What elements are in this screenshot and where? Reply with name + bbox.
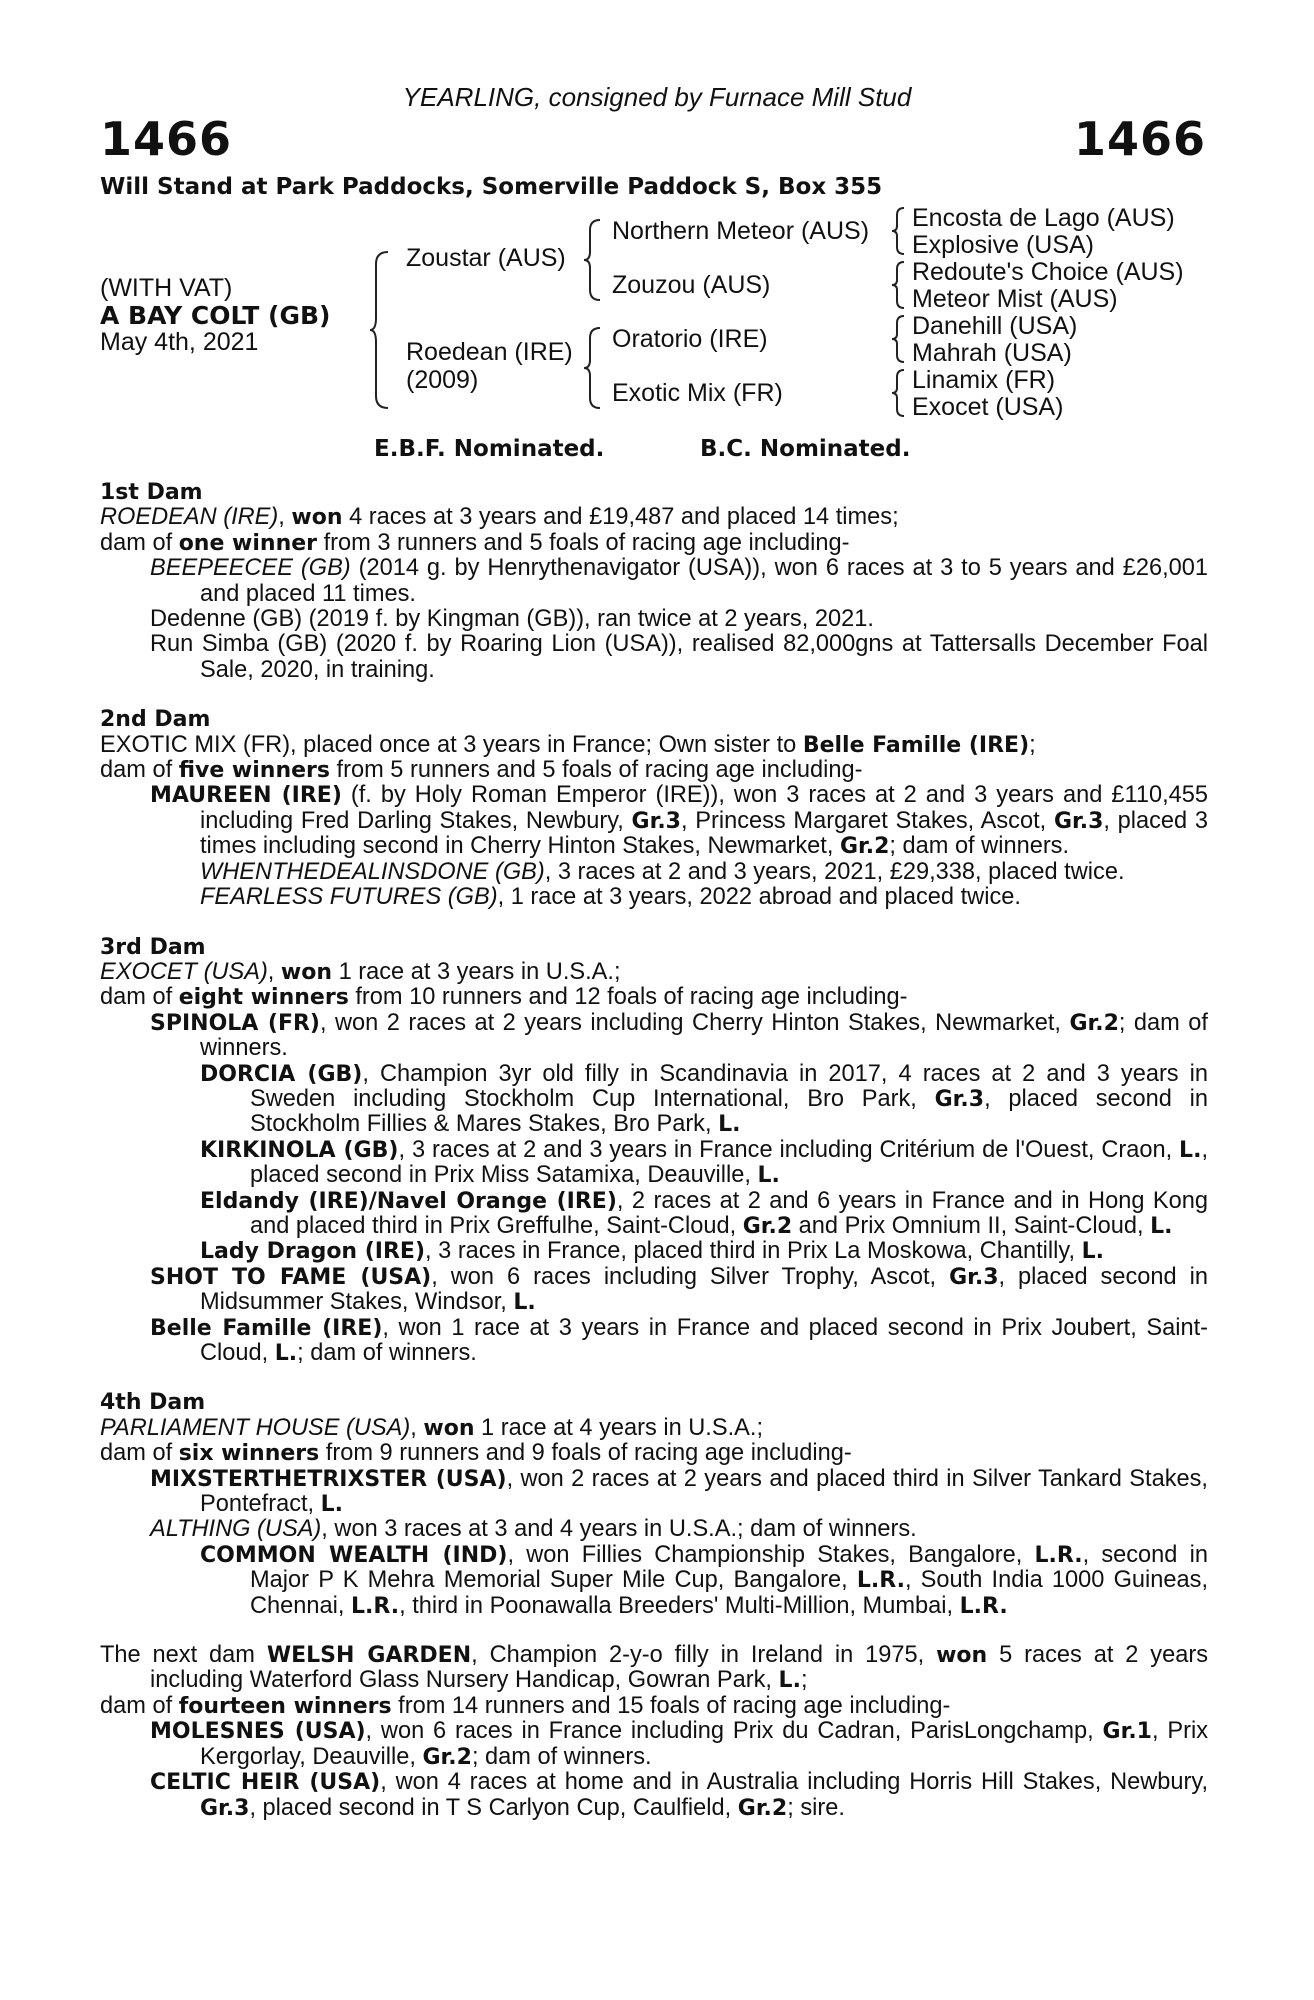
record-text: dam of bbox=[100, 529, 179, 556]
record-line bbox=[100, 1062, 1208, 1138]
record-line bbox=[100, 1416, 1208, 1441]
record-text: Gr.3 bbox=[934, 1086, 985, 1112]
section-heading: 2nd Dam bbox=[100, 707, 211, 733]
record-line bbox=[100, 556, 1208, 607]
record-text: KIRKINOLA (GB) bbox=[200, 1137, 399, 1163]
record-text: L.R. bbox=[856, 1568, 905, 1594]
sire: Zoustar (AUS) bbox=[406, 244, 566, 272]
record-text: and Prix Omnium II, Saint-Cloud, bbox=[792, 1212, 1151, 1239]
lot-number-left: 1466 bbox=[100, 112, 233, 166]
record-text: , placed second in Stockholm Fillies & Mares Stakes, Bro Park, bbox=[250, 1085, 1208, 1138]
record-text: , won Fillies Championship Stakes, Bangalore, bbox=[507, 1541, 1035, 1568]
record-text: , Princess Margaret Stakes, Ascot, bbox=[680, 807, 1054, 834]
record-text: FEARLESS FUTURES (GB) bbox=[200, 884, 498, 911]
record-line bbox=[100, 1316, 1208, 1367]
pedigree-brace-sire bbox=[584, 218, 602, 302]
record-text: L.R. bbox=[959, 1593, 1008, 1619]
pedigree-brace-sd bbox=[892, 260, 906, 310]
record-text: L.R. bbox=[1034, 1542, 1083, 1568]
record-text: 4 races at 3 years and £19,487 and placed 14 times; bbox=[342, 504, 899, 531]
pedigree-brace-dd bbox=[892, 368, 906, 418]
pedigree-brace-ss bbox=[892, 206, 906, 256]
record-text: from 5 runners and 5 foals of racing age including- bbox=[329, 757, 863, 784]
record-text: MAUREEN (IRE) bbox=[150, 783, 342, 809]
record-text: EXOCET (USA) bbox=[100, 958, 268, 985]
record-line bbox=[100, 1643, 1208, 1694]
record-text: five winners bbox=[178, 758, 330, 784]
lot-number-right: 1466 bbox=[1073, 112, 1206, 166]
record-text: The next dam bbox=[100, 1642, 267, 1669]
record-text: won bbox=[291, 505, 343, 531]
record-text: L. bbox=[320, 1492, 344, 1518]
record-text: L. bbox=[274, 1341, 298, 1366]
record-text: Run Simba (GB) (2020 f. by Roaring Lion (USA)), realised 82,000gns at Tattersalls December Foal Sale, 2020, in training. bbox=[150, 631, 1208, 683]
dam-section bbox=[100, 935, 1208, 1367]
record-text: (2014 g. by Henrythenavigator (USA)), won 6 races at 3 to 5 years and £26,001 and placed 11 times. bbox=[200, 555, 1208, 607]
record-text: 1 race at 3 years in U.S.A.; bbox=[332, 958, 621, 985]
record-text: PARLIAMENT HOUSE (USA) bbox=[100, 1414, 411, 1441]
record-text: dam of bbox=[100, 984, 179, 1011]
record-text: dam of bbox=[100, 1440, 179, 1467]
record-text: Gr.3 bbox=[631, 808, 681, 834]
record-text: Gr.3 bbox=[949, 1264, 999, 1290]
record-text: L. bbox=[1179, 1137, 1202, 1163]
record-text: ; bbox=[800, 1667, 808, 1694]
record-text: L.R. bbox=[351, 1593, 400, 1619]
record-text: , third in Poonawalla Breeders' Multi-Million, Mumbai, bbox=[399, 1592, 960, 1619]
ddd: Exocet (USA) bbox=[912, 393, 1064, 421]
record-line bbox=[100, 985, 1208, 1010]
record-text: Dedenne (GB) (2019 f. by Kingman (GB)), ran twice at 2 years, 2021. bbox=[150, 606, 874, 633]
record-text: , placed second in Midsummer Stakes, Windsor, bbox=[200, 1263, 1208, 1316]
sire-dam: Zouzou (AUS) bbox=[612, 271, 771, 299]
record-line bbox=[100, 885, 1208, 910]
record-line bbox=[100, 860, 1208, 885]
ebf-nominated: E.B.F. Nominated. bbox=[374, 436, 605, 462]
record-text: L. bbox=[778, 1668, 801, 1694]
record-line bbox=[100, 1543, 1208, 1619]
record-text: EXOTIC MIX (FR), placed once at 3 years in France; Own sister to bbox=[100, 731, 803, 758]
record-text: Belle Famille (IRE) bbox=[150, 1315, 383, 1341]
record-text: 5 races at 2 years including Waterford Glass Nursery Handicap, Gowran Park, bbox=[150, 1642, 1208, 1694]
record-text: (f. by Holy Roman Emperor (IRE)), won 3 races at 2 and 3 years and £110,455 including Fred Darling Stakes, Newbury, bbox=[200, 782, 1208, 834]
record-text: ; dam of winners. bbox=[200, 1009, 1208, 1062]
dam-year: (2009) bbox=[406, 366, 479, 394]
pedigree-brace-main bbox=[370, 250, 390, 410]
record-line bbox=[100, 1011, 1208, 1062]
record-text: won bbox=[280, 959, 333, 985]
record-line bbox=[100, 1467, 1208, 1518]
record-text: CELTIC HEIR (USA) bbox=[150, 1770, 381, 1796]
consignor-subtitle: YEARLING, consigned by Furnace Mill Stud bbox=[402, 82, 912, 112]
record-text: , 1 race at 3 years, 2022 abroad and placed twice. bbox=[497, 884, 1021, 911]
record-text: , won 6 races in France including Prix du Cadran, ParisLongchamp, bbox=[365, 1718, 1103, 1745]
record-text: Lady Dragon (IRE) bbox=[200, 1239, 426, 1265]
record-line bbox=[100, 1138, 1208, 1189]
dam-section bbox=[100, 1390, 1208, 1619]
record-text: WHENTHEDEALINSDONE (GB) bbox=[200, 858, 545, 885]
record-line bbox=[100, 1719, 1208, 1770]
sdd: Meteor Mist (AUS) bbox=[912, 285, 1118, 313]
record-line bbox=[100, 1239, 1208, 1264]
record-text: from 9 runners and 9 foals of racing age including- bbox=[319, 1440, 852, 1467]
record-text: L. bbox=[1150, 1213, 1173, 1239]
record-text: , placed second in T S Carlyon Cup, Caulfield, bbox=[249, 1794, 738, 1821]
dam-dam: Exotic Mix (FR) bbox=[612, 379, 783, 407]
sss: Encosta de Lago (AUS) bbox=[912, 204, 1175, 232]
record-line bbox=[100, 1189, 1208, 1240]
record-text: , 3 races at 2 and 3 years in France including Critérium de l'Ouest, Craon, bbox=[398, 1136, 1180, 1163]
record-text: L. bbox=[1081, 1239, 1104, 1265]
vat-note: (WITH VAT) bbox=[100, 274, 233, 302]
record-text: ; dam of winners. bbox=[889, 833, 1070, 860]
section-heading: 3rd Dam bbox=[100, 934, 206, 960]
record-text: DORCIA (GB) bbox=[200, 1061, 363, 1087]
record-text: COMMON WEALTH (IND) bbox=[200, 1542, 508, 1568]
record-text: Gr.2 bbox=[1069, 1010, 1119, 1036]
record-text: Gr.2 bbox=[422, 1744, 472, 1770]
record-text: fourteen winners bbox=[178, 1693, 392, 1719]
record-text: ; bbox=[1029, 731, 1036, 758]
record-line bbox=[100, 783, 1208, 859]
record-line bbox=[100, 1770, 1208, 1821]
dam-section bbox=[100, 707, 1208, 910]
record-text: , Champion 2-y-o filly in Ireland in 1975, bbox=[471, 1642, 937, 1669]
record-text: ; dam of winners. bbox=[297, 1340, 477, 1366]
record-text: , 3 races in France, placed third in Prix La Moskowa, Chantilly, bbox=[425, 1238, 1082, 1265]
record-text: won bbox=[936, 1643, 988, 1669]
record-text: , second in Major P K Mehra Memorial Super Mile Cup, Bangalore, bbox=[250, 1541, 1208, 1594]
record-text: ROEDEAN (IRE) bbox=[100, 504, 279, 531]
record-text: , won 2 races at 2 years and placed third in Silver Tankard Stakes, Pontefract, bbox=[200, 1465, 1208, 1518]
record-text: Gr.3 bbox=[1053, 808, 1104, 834]
dam-section bbox=[100, 1643, 1208, 1821]
sire-sire: Northern Meteor (AUS) bbox=[612, 217, 870, 245]
record-text: Gr.2 bbox=[737, 1795, 788, 1821]
record-text: , placed second in Prix Miss Satamixa, Deauville, bbox=[250, 1136, 1208, 1189]
ssd: Explosive (USA) bbox=[912, 231, 1094, 259]
record-text: dam of bbox=[100, 1692, 179, 1719]
family-record bbox=[100, 480, 1208, 1821]
record-line bbox=[100, 607, 1208, 632]
record-text: , won 6 races including Silver Trophy, Ascot, bbox=[431, 1263, 950, 1290]
sds: Redoute's Choice (AUS) bbox=[912, 258, 1184, 286]
record-text: won bbox=[423, 1415, 475, 1441]
record-text: MOLESNES (USA) bbox=[150, 1719, 366, 1745]
record-text: , bbox=[278, 504, 292, 531]
record-text: , 2 races at 2 and 6 years in France and in Hong Kong and placed third in Prix Greffulhe, Saint-Cloud, bbox=[250, 1187, 1208, 1239]
record-text: ALTHING (USA) bbox=[150, 1516, 322, 1543]
record-text: Belle Famille (IRE) bbox=[802, 732, 1030, 758]
record-text: Gr.1 bbox=[1102, 1719, 1152, 1745]
record-line bbox=[100, 733, 1208, 758]
record-text: Gr.2 bbox=[742, 1213, 793, 1239]
stand-location: Will Stand at Park Paddocks, Somerville Paddock S, Box 355 bbox=[100, 174, 883, 200]
record-text: from 3 runners and 5 foals of racing age including- bbox=[317, 529, 850, 556]
record-text: SHOT TO FAME (USA) bbox=[150, 1264, 432, 1290]
record-text: ; sire. bbox=[787, 1794, 845, 1821]
dam-sire: Oratorio (IRE) bbox=[612, 325, 768, 353]
record-text: Gr.2 bbox=[839, 834, 890, 860]
bc-nominated: B.C. Nominated. bbox=[700, 436, 911, 462]
record-line bbox=[100, 1694, 1208, 1719]
record-text: WELSH GARDEN bbox=[266, 1643, 472, 1669]
dam-section bbox=[100, 480, 1208, 683]
record-text: one winner bbox=[178, 530, 318, 556]
record-text: , Champion 3yr old filly in Scandinavia in 2017, 4 races at 2 and 3 years in Sweden including Stockholm Cup International, Bro Park, bbox=[250, 1060, 1209, 1112]
record-text: SPINOLA (FR) bbox=[150, 1010, 320, 1036]
record-text: Gr.3 bbox=[200, 1795, 250, 1821]
record-line bbox=[100, 960, 1208, 985]
record-line bbox=[100, 505, 1208, 530]
record-text: ; dam of winners. bbox=[471, 1743, 652, 1770]
record-text: from 10 runners and 12 foals of racing age including- bbox=[348, 984, 908, 1011]
record-text: L. bbox=[513, 1290, 536, 1316]
horse-name: A BAY COLT (GB) bbox=[100, 301, 331, 330]
record-text: , South India 1000 Guineas, Chennai, bbox=[250, 1567, 1208, 1619]
record-text: Eldandy (IRE)/Navel Orange (IRE) bbox=[200, 1188, 617, 1214]
record-line bbox=[100, 531, 1208, 556]
record-text: , bbox=[410, 1414, 424, 1441]
record-line bbox=[100, 758, 1208, 783]
record-text: eight winners bbox=[178, 985, 349, 1011]
record-text: from 14 runners and 15 foals of racing age including- bbox=[391, 1692, 951, 1719]
record-text: , bbox=[267, 958, 281, 985]
record-text: BEEPEECEE (GB) bbox=[150, 555, 351, 582]
section-heading: 4th Dam bbox=[100, 1390, 206, 1416]
record-text: , Prix Kergorlay, Deauville, bbox=[200, 1718, 1208, 1770]
dss: Danehill (USA) bbox=[912, 312, 1078, 340]
record-line bbox=[100, 1441, 1208, 1466]
record-text: , 3 races at 2 and 3 years, 2021, £29,338, placed twice. bbox=[544, 858, 1125, 885]
record-text: , won 3 races at 3 and 4 years in U.S.A.; dam of winners. bbox=[321, 1516, 917, 1543]
record-line bbox=[100, 1265, 1208, 1316]
pedigree-brace-ds bbox=[892, 314, 906, 364]
record-text: L. bbox=[718, 1112, 741, 1138]
record-text: dam of bbox=[100, 757, 179, 784]
record-text: 1 race at 4 years in U.S.A.; bbox=[474, 1414, 763, 1441]
record-text: , won 1 race at 3 years in France and placed second in Prix Joubert, Saint-Cloud, bbox=[200, 1314, 1209, 1366]
record-text: MIXSTERTHETRIXSTER (USA) bbox=[150, 1466, 507, 1492]
section-heading: 1st Dam bbox=[100, 480, 203, 505]
record-line bbox=[100, 1517, 1208, 1542]
record-text: , won 4 races at home and in Australia including Horris Hill Stakes, Newbury, bbox=[380, 1769, 1208, 1796]
record-line bbox=[100, 632, 1208, 683]
record-text: six winners bbox=[178, 1441, 320, 1467]
dsd: Mahrah (USA) bbox=[912, 339, 1072, 367]
record-text: , placed 3 times including second in Cherry Hinton Stakes, Newmarket, bbox=[200, 807, 1209, 860]
pedigree-brace-dam bbox=[584, 326, 602, 410]
dam: Roedean (IRE) bbox=[406, 338, 573, 366]
record-text: L. bbox=[757, 1163, 780, 1189]
horse-dob: May 4th, 2021 bbox=[100, 328, 259, 356]
record-text: , won 2 races at 2 years including Cherry Hinton Stakes, Newmarket, bbox=[319, 1009, 1070, 1036]
dds: Linamix (FR) bbox=[912, 366, 1056, 394]
